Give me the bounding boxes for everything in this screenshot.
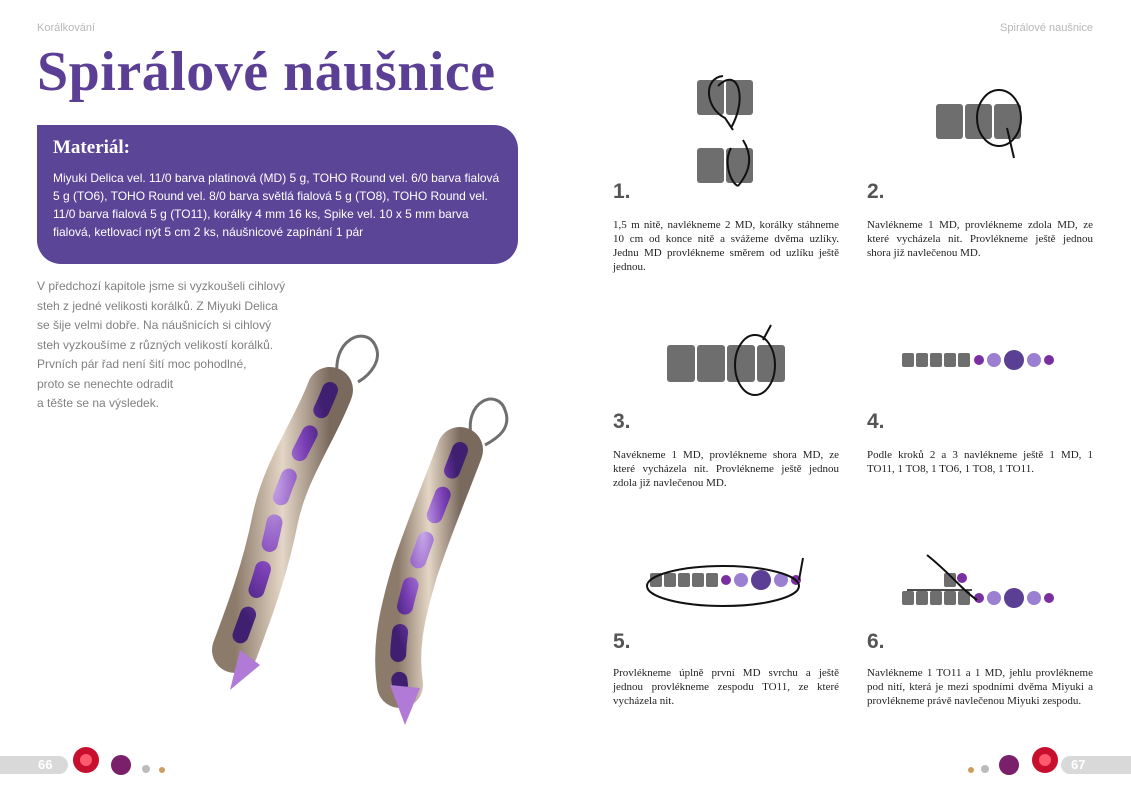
step-1-diagram	[613, 68, 841, 193]
step-1-number: 1.	[613, 180, 631, 203]
step-4	[867, 300, 1095, 500]
step-3-number: 3.	[613, 410, 631, 433]
intro-text: V předchozí kapitole jsme si vyzkoušeli cihlový steh z jedné velikosti korálků. Z Miyuki Delica se šije velmi dobře. Na náušnicích si cihlový steh vyzkoušíme z různých velikostí korálků. Prvních pár řad není šití moc pohodlné, proto se nenechte odradit a těšte se na výsledek.	[37, 279, 286, 410]
step-4-text: Podle kroků 2 a 3 navlékneme ještě 1 MD, 1 TO11, 1 TO8, 1 TO6, 1 TO8, 1 TO11.	[867, 449, 1093, 475]
step-5-diagram	[613, 520, 841, 630]
earrings-photo	[180, 320, 565, 740]
step-3-diagram	[613, 300, 841, 410]
bead-decoration-right	[961, 742, 1071, 782]
step-2-number: 2.	[867, 180, 885, 203]
material-heading: Materiál:	[53, 137, 131, 158]
right-page	[566, 0, 1131, 800]
page-title: Spirálové náušnice	[37, 41, 496, 103]
flower-bead-icon	[1032, 747, 1058, 773]
step-4-diagram	[867, 300, 1095, 410]
step-4-number: 4.	[867, 410, 885, 433]
material-text: Miyuki Delica vel. 11/0 barva platinová (MD) 5 g, TOHO Round vel. 6/0 barva fialová 5 g (TO6), TOHO Round vel. 8/0 barva světlá fialová 5 g (TO8), TOHO Round vel. 11/0 barva fialová 5 g (TO11), korálky 4 mm 16 ks, Spike vel. 10 x 5 mm barva fialová, ketlovací nýt 5 cm 2 ks, náušnicové zapínání 1 pár	[53, 171, 500, 239]
small-bead-icon	[142, 765, 165, 773]
crystal-bead-icon	[111, 755, 131, 775]
step-6-number: 6.	[867, 630, 885, 653]
bead-decoration-left	[66, 742, 176, 782]
flower-bead-icon	[73, 747, 99, 773]
page-number-left: 66	[0, 756, 68, 774]
step-2-diagram	[867, 68, 1095, 193]
running-head-right: Spirálové naušnice	[1000, 22, 1093, 34]
step-5	[613, 520, 841, 720]
small-bead-icon	[968, 765, 989, 773]
step-6-text: Navlékneme 1 TO11 a 1 MD, jehlu provlékneme pod nití, která je mezi spodními dvěma Miyuki a provlékneme právě navlečenou Miyuki zespodu.	[867, 667, 1093, 707]
crystal-bead-icon	[999, 755, 1019, 775]
step-2	[867, 68, 1095, 280]
material-box	[37, 125, 518, 264]
step-6-diagram	[867, 520, 1095, 630]
step-1-text: 1,5 m nitě, navlékneme 2 MD, korálky stáhneme 10 cm od konce nitě a svážeme dvěma uzlíky. Jednu MD provlékneme směrem od uzlíku ještě jednou.	[613, 219, 839, 273]
left-page	[0, 0, 565, 800]
step-3-text: Navékneme 1 MD, provlékneme shora MD, ze které vycházela nit. Provlékneme ještě jednou zdola již navlečenou MD.	[613, 449, 839, 489]
step-5-number: 5.	[613, 630, 631, 653]
page-number-right: 67	[1061, 756, 1131, 774]
step-2-text: Navlékneme 1 MD, provlékneme zdola MD, ze které vycházela nit. Provlékneme ještě jednou shora již navlečenou MD.	[867, 219, 1093, 259]
step-6	[867, 520, 1095, 730]
step-1	[613, 68, 841, 280]
step-3	[613, 300, 841, 500]
step-5-text: Provlékneme úplně první MD svrchu a ještě jednou provlékneme zespodu TO11, ze které vycházela nit.	[613, 667, 839, 707]
running-head-left: Korálkování	[37, 22, 96, 34]
